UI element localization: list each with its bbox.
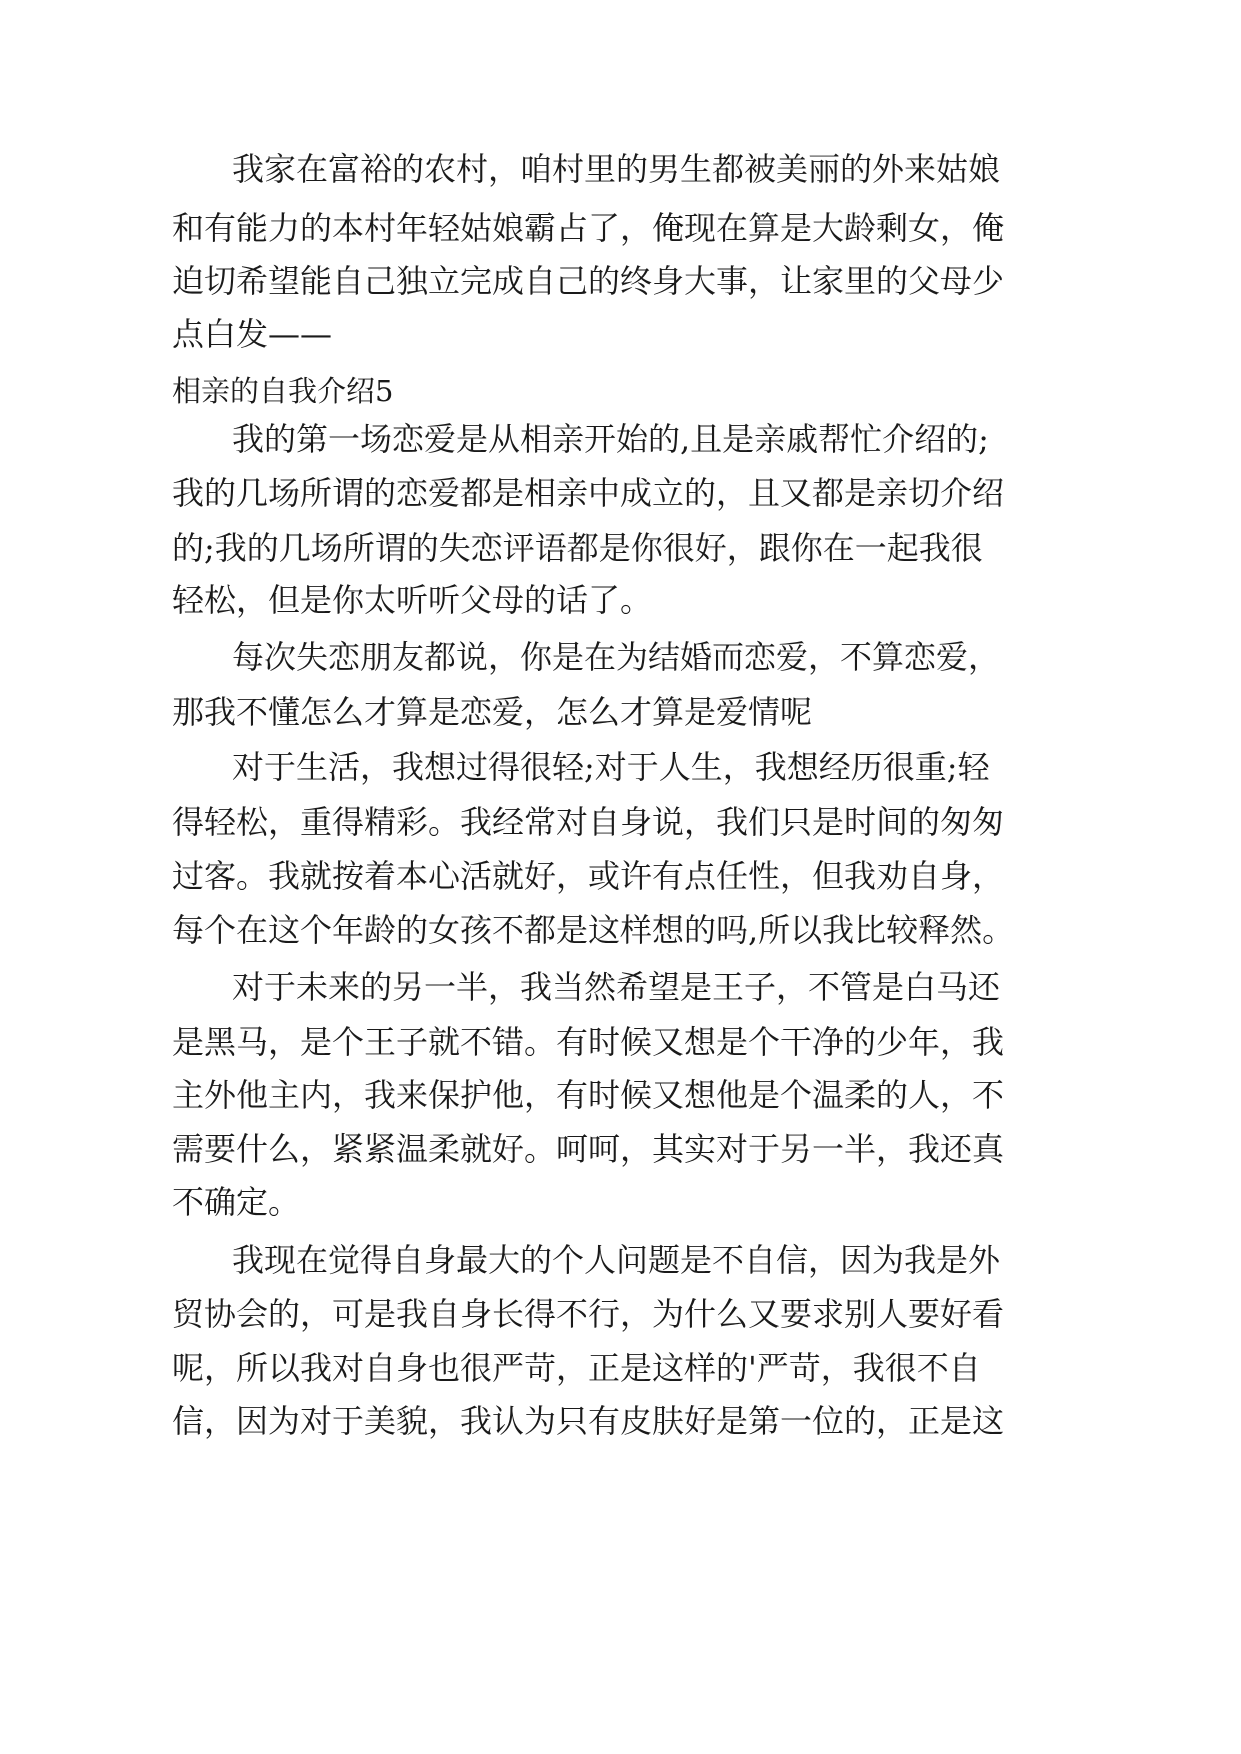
paragraph-line: 我现在觉得自身最大的个人问题是不自信，因为我是外: [232, 1241, 1001, 1279]
paragraph-line: 每次失恋朋友都说，你是在为结婚而恋爱，不算恋爱，: [232, 638, 1001, 676]
paragraph-line: 对于生活，我想过得很轻;对于人生，我想经历很重;轻: [232, 748, 990, 786]
paragraph-line: 是黑马，是个王子就不错。有时候又想是个干净的少年，我: [172, 1023, 1005, 1061]
paragraph-line: 我的几场所谓的恋爱都是相亲中成立的，且又都是亲切介绍: [172, 474, 1005, 512]
paragraph-line: 贸协会的，可是我自身长得不行，为什么又要求别人要好看: [172, 1295, 1005, 1333]
paragraph-line: 点白发——: [172, 315, 333, 353]
paragraph-line: 每个在这个年龄的女孩不都是这样想的吗,所以我比较释然。: [172, 911, 1015, 949]
paragraph-line: 对于未来的另一半，我当然希望是王子，不管是白马还: [232, 968, 1001, 1006]
paragraph-line: 不确定。: [172, 1183, 301, 1221]
paragraph-line: 主外他主内，我来保护他，有时候又想他是个温柔的人，不: [172, 1076, 1005, 1114]
paragraph-line: 我的第一场恋爱是从相亲开始的,且是亲戚帮忙介绍的;: [232, 420, 989, 458]
paragraph-line: 那我不懂怎么才算是恋爱，怎么才算是爱情呢: [172, 693, 813, 731]
paragraph-line: 迫切希望能自己独立完成自己的终身大事，让家里的父母少: [172, 262, 1005, 300]
paragraph-line: 过客。我就按着本心活就好，或许有点任性，但我劝自身，: [172, 857, 1005, 895]
paragraph-line: 得轻松，重得精彩。我经常对自身说，我们只是时间的匆匆: [172, 803, 1005, 841]
paragraph-line: 我家在富裕的农村，咱村里的男生都被美丽的外来姑娘: [232, 150, 1001, 188]
paragraph-line: 呢，所以我对自身也很严苛，正是这样的'严苛，我很不自: [172, 1349, 981, 1387]
paragraph-line: 轻松，但是你太听听父母的话了。: [172, 581, 653, 619]
paragraph-line: 的;我的几场所谓的失恋评语都是你很好，跟你在一起我很: [172, 529, 983, 567]
paragraph-line: 需要什么，紧紧温柔就好。呵呵，其实对于另一半，我还真: [172, 1130, 1005, 1168]
section-heading: 相亲的自我介绍5: [172, 374, 394, 408]
paragraph-line: 和有能力的本村年轻姑娘霸占了，俺现在算是大龄剩女，俺: [172, 209, 1005, 247]
paragraph-line: 信，因为对于美貌，我认为只有皮肤好是第一位的，正是这: [172, 1402, 1005, 1440]
